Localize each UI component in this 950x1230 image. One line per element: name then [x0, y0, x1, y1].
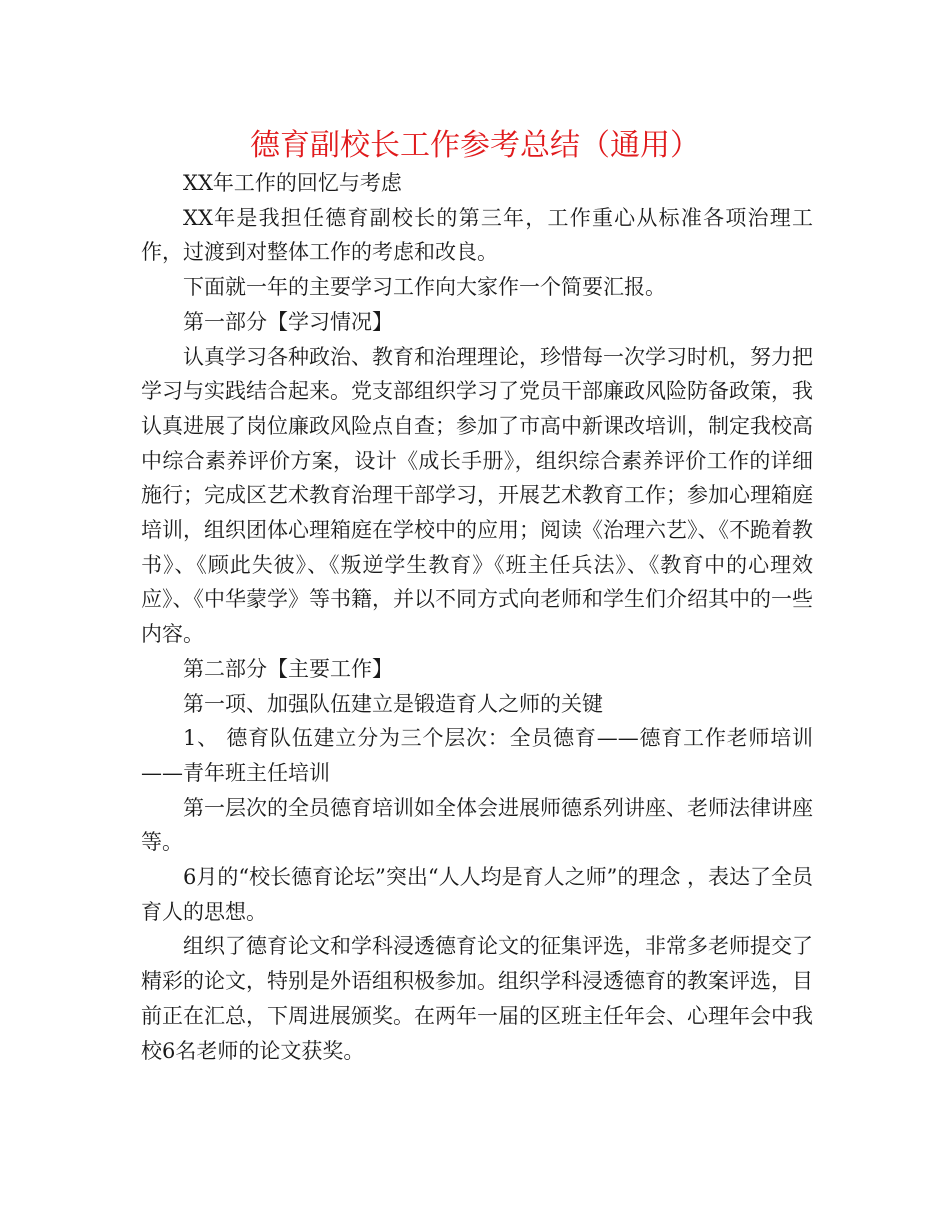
paragraph: 第一项、加强队伍建立是锻造育人之师的关键	[183, 691, 603, 716]
paragraph: 下面就一年的主要学习工作向大家作一个简要汇报。	[183, 275, 666, 300]
paragraph: XX年工作的回忆与考虑	[183, 171, 402, 195]
document-body	[141, 166, 813, 1068]
paragraph: 第一层次的全员德育培训如全体会进展师德系列讲座、老师法律讲座等。	[141, 795, 813, 855]
section-heading: 第一部分【学习情况】	[183, 309, 393, 334]
paragraph: 认真学习各种政治、教育和治理理论，珍惜每一次学习时机，努力把学习与实践结合起来。党支部组织学习了党员干部廉政风险防备政策，我认真进展了岗位廉政风险点自查；参加了市高中新课改培训，制定我校高中综合素养评价方案，设计《成长手册》，组织综合素养评价工作的详细施行；完成区艺术教育治理干部学习，开展艺术教育工作；参加心理箱庭培训，组织团体心理箱庭在学校中的应用；阅读《治理六艺》、《不跪着教书》、《顾此失彼》、《叛逆学生教育》《班主任兵法》、《教育中的心理效应》、《中华蒙学》等书籍，并以不同方式向老师和学生们介绍其中的一些内容。	[141, 344, 813, 647]
paragraph: 组织了德育论文和学科浸透德育论文的征集评选，非常多老师提交了精彩的论文，特别是外语组积极参加。组织学科浸透德育的教案评选，目前正在汇总，下周进展颁奖。在两年一届的区班主任年会、心理年会中我校6名老师的论文获奖。	[141, 934, 813, 1063]
paragraph: XX年是我担任德育副校长的第三年，工作重心从标准各项治理工作，过渡到对整体工作的考虑和改良。	[141, 205, 813, 265]
paragraph: 6月的“校长德育论坛”突出“人人均是育人之师”的理念 ，表达了全员育人的思想。	[141, 865, 813, 924]
paragraph: 1、 德育队伍建立分为三个层次：全员德育——德育工作老师培训——青年班主任培训	[141, 726, 813, 785]
document-title: 德育副校长工作参考总结（通用）	[250, 128, 700, 163]
section-heading: 第二部分【主要工作】	[183, 656, 393, 681]
